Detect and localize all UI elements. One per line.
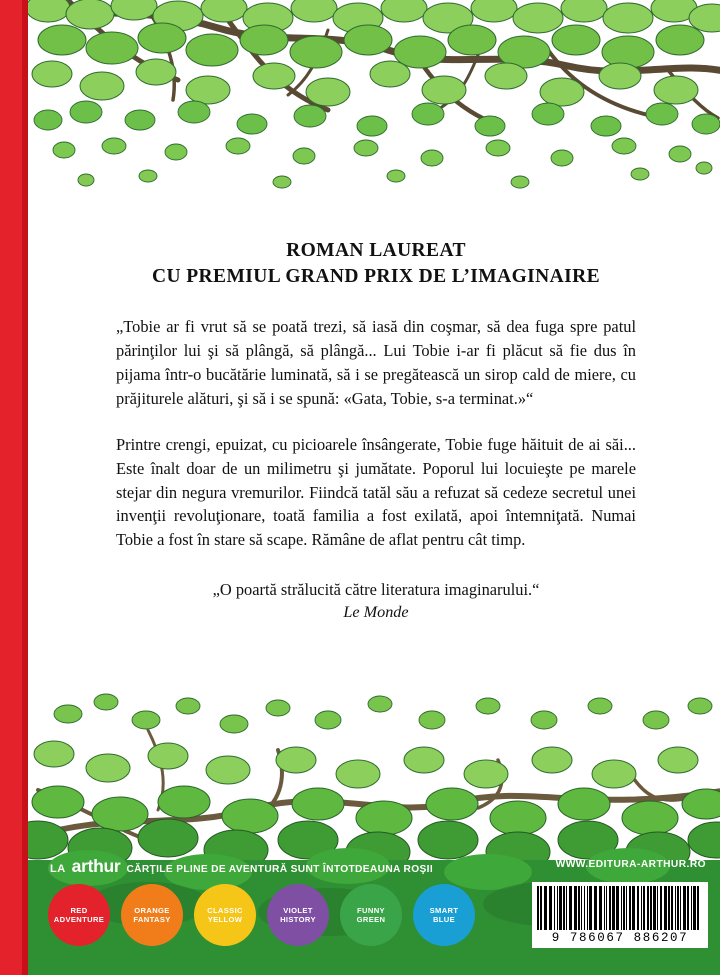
badge-line-1: SMART	[429, 905, 459, 915]
press-quote: „O poartă strălucită către literatura imaginarului.“	[212, 580, 540, 600]
badge-violet-history[interactable]	[267, 884, 329, 946]
award-heading	[116, 238, 636, 289]
top-foliage-illustration	[28, 0, 720, 230]
publisher-logo-group	[50, 856, 433, 877]
badge-line-2: YELLOW	[207, 915, 243, 924]
publisher-la-label: LA	[50, 863, 66, 875]
spine-shadow	[22, 0, 28, 975]
back-cover-text	[116, 238, 636, 622]
badge-classic-yellow[interactable]	[194, 884, 256, 946]
badge-funny-green[interactable]	[340, 884, 402, 946]
badge-line-1: ORANGE	[134, 905, 170, 915]
badge-line-2: BLUE	[432, 915, 456, 924]
press-source: Le Monde	[343, 602, 409, 621]
award-line-1: ROMAN LAUREAT	[286, 240, 466, 261]
badge-line-2: ADVENTURE	[53, 915, 105, 924]
publisher-strip	[28, 856, 720, 878]
badge-line-1: CLASSIC	[207, 905, 243, 915]
barcode	[532, 882, 708, 948]
book-excerpt-quote: „Tobie ar fi vrut să se poată trezi, să iasă din coşmar, să dea fuga spre patul părinţilor lui şi să plângă, să plângă... Lui Tobie i-ar fi plăcut să fie dus în pijama într-o bucătărie luminată, să i se pregătească un sirop cald de miere, cu prăjiturele alături, şi să i se spună: «Gata, Tobie, s-a terminat.»“	[116, 317, 636, 409]
badge-line-2: GREEN	[356, 915, 386, 924]
publisher-tagline: CĂRŢILE PLINE DE AVENTURĂ SUNT ÎNTOTDEAUNA ROŞII	[126, 864, 434, 875]
book-blurb: Printre crengi, epuizat, cu picioarele însângerate, Tobie fuge hăituit de ai săi... Este înalt doar de un milimetru şi jumătate. Poporul lui locuieşte pe marele stejar din negura vremurilor. Fiindcă tatăl său a refuzat să cedeze secretul unei invenţii revoluţionare, toată familia a fost exilată, apoi întemniţată. Numai Tobie a fost în stare să scape. Rămâne de aflat pentru cât timp.	[116, 434, 636, 550]
cover-white-area	[28, 0, 720, 975]
badge-orange-fantasy[interactable]	[121, 884, 183, 946]
barcode-number: 9 786067 886207	[551, 931, 689, 945]
barcode-bars	[537, 886, 703, 930]
badge-line-2: FANTASY	[133, 915, 171, 924]
badge-line-1: VIOLET	[283, 905, 313, 915]
oak-branches-top-svg	[28, 0, 720, 230]
award-line-2: CU PREMIUL GRAND PRIX DE L’IMAGINAIRE	[152, 265, 600, 287]
badge-line-2: HISTORY	[280, 915, 316, 924]
badge-red-adventure[interactable]	[48, 884, 110, 946]
badge-line-1: FUNNY	[357, 905, 385, 915]
collection-badges	[48, 884, 475, 946]
publisher-name: arthur	[71, 856, 121, 876]
badge-line-1: RED	[70, 905, 88, 915]
badge-smart-blue[interactable]	[413, 884, 475, 946]
publisher-website[interactable]: WWW.EDITURA-ARTHUR.RO	[555, 859, 706, 870]
